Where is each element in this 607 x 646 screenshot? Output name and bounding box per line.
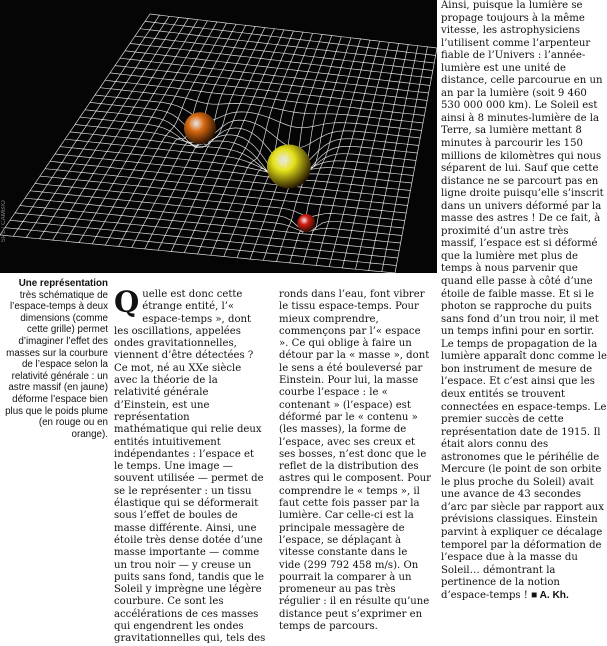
grid-line xyxy=(15,213,399,251)
grid-line xyxy=(35,183,405,220)
red-star xyxy=(297,214,315,232)
orange-star xyxy=(184,112,216,144)
spacetime-grid xyxy=(0,0,437,273)
grid-line xyxy=(50,161,409,198)
caption-title: Une représentation xyxy=(18,278,108,289)
article-column-2 xyxy=(279,289,431,633)
spacetime-illustration xyxy=(0,0,437,273)
photo-credit: SPL / CAMBIO xyxy=(1,200,7,243)
grid-line xyxy=(316,41,380,265)
caption-text: très schématique de l’espace-temps à deux dimensions (comme cette grille) permet d’imaginer l’effet des masses sur la courbure de l’espace selon la relativité générale : un astre massif (en jaune) déforme l’espace bien plus que le poids plume (en rouge ou en orange). xyxy=(5,289,108,440)
article-column-1 xyxy=(114,285,266,646)
column-2-text: ronds dans l’eau, font vibrer le tissu espace-temps. Pour mieux comprendre, commençons par l’« espace ». Ce qui oblige à faire un détour par la « masse », dont le sens a été bouleversé par Einstein. Pour lui, la masse courbe l’espace : le « contenant » (l’espace) est déformé par le « contenu » (les masses), la forme de l’espace, avec ses creux et ses bosses, n’est donc que le reflet de la distribution des astres qui le composent. Pour comprendre le « temps », il faut cette fois passer par la lumière. Car celle-ci est la principale messagère de l’espace, se déplaçant à vitesse constante dans le vide (299 792 458 m/s). On pourrait la comparer à un promeneur au pas très régulier : il en résulte qu’une distance peut s’exprimer en temps de parcours. xyxy=(279,289,432,633)
grid-line xyxy=(20,206,401,244)
grid-line xyxy=(10,220,398,258)
grid-line xyxy=(55,154,410,191)
figure-caption xyxy=(0,278,108,440)
sun xyxy=(267,145,311,189)
article-column-3 xyxy=(441,0,607,602)
column-3-body: Ainsi, puisque la lumière se propage toujours à la même vitesse, les astrophysiciens l’utilisent comme l’arpenteur fiable de l’Univers : l’année-lumière est une unité de distance, celle parcourue en un an par la lumière (soit 9 460 530 000 000 km). Le Soleil est ainsi à 8 minutes-lumière de la Terre, sa lumière mettant 8 minutes à parcourir les 150 millions de kilomètres qui nous séparent de lui. Sauf que cette distance ne se parcourt pas en ligne droite puisqu’elle s’inscrit dans un univers déformé par la masse des astres ! De ce fait, à proximité d’un astre très massif, l’espace est si déformé que la lumière met plus de temps à nous parvenir que quand elle passe à côté d’une étoile de faible masse. Et si le photon se rapproche du puits sans fond d’un trou noir, il met un temps infini pour en sortir. Le temps de propagation de la lumière apparaît donc comme le bon instrument de mesure de l’espace. Et c’est ainsi que les deux entités se trouvent connectées en espace-temps. Le premier succès de cette représentation date de 1915. Il était alors connu des astronomes que le périhélie de Mercure (le point de son orbite le plus proche du Soleil) avait une avance de 43 secondes d’arc par siècle par rapport aux prévisions classiques. Einstein parvint à expliquer ce décalage temporel par la déformation de l’espace due à la masse du Soleil… démontrant la pertinence de la notion d’espace-temps ! xyxy=(441,0,607,601)
grid-line xyxy=(395,48,437,273)
grid-line xyxy=(45,169,408,206)
column-3-text xyxy=(441,0,607,602)
grid-line xyxy=(40,176,406,213)
column-1-text: uelle est donc cette étrange entité, l’« espace-temps », dont les oscillations, appelées ondes gravitationnelles, viennent d’être détectées ? Ce mot, né au XXe siècle avec la théorie de la relativité générale d’Einstein, est une représentation mathématique qui relie deux entités intuitivement indépendantes : l’espace et le temps. Une image — souvent utilisée — permet de se le représenter : un tissu élastique qui se déformerait sous l’effet de boules de masse différente. Ainsi, une étoile très dense dotée d’une masse importante — comme un trou noir — y creuse un puits sans fond, tandis que le Soleil y imprègne une légère courbure. Ce sont les accélérations de ces masses qui engendrent les ondes gravitationnelles qui, tels des xyxy=(114,289,266,645)
drop-cap: Q xyxy=(114,285,140,319)
grid-line xyxy=(25,198,402,235)
grid-line xyxy=(5,228,396,266)
author-signature: ■ A. Kh. xyxy=(531,589,569,601)
grid-line xyxy=(0,235,395,273)
